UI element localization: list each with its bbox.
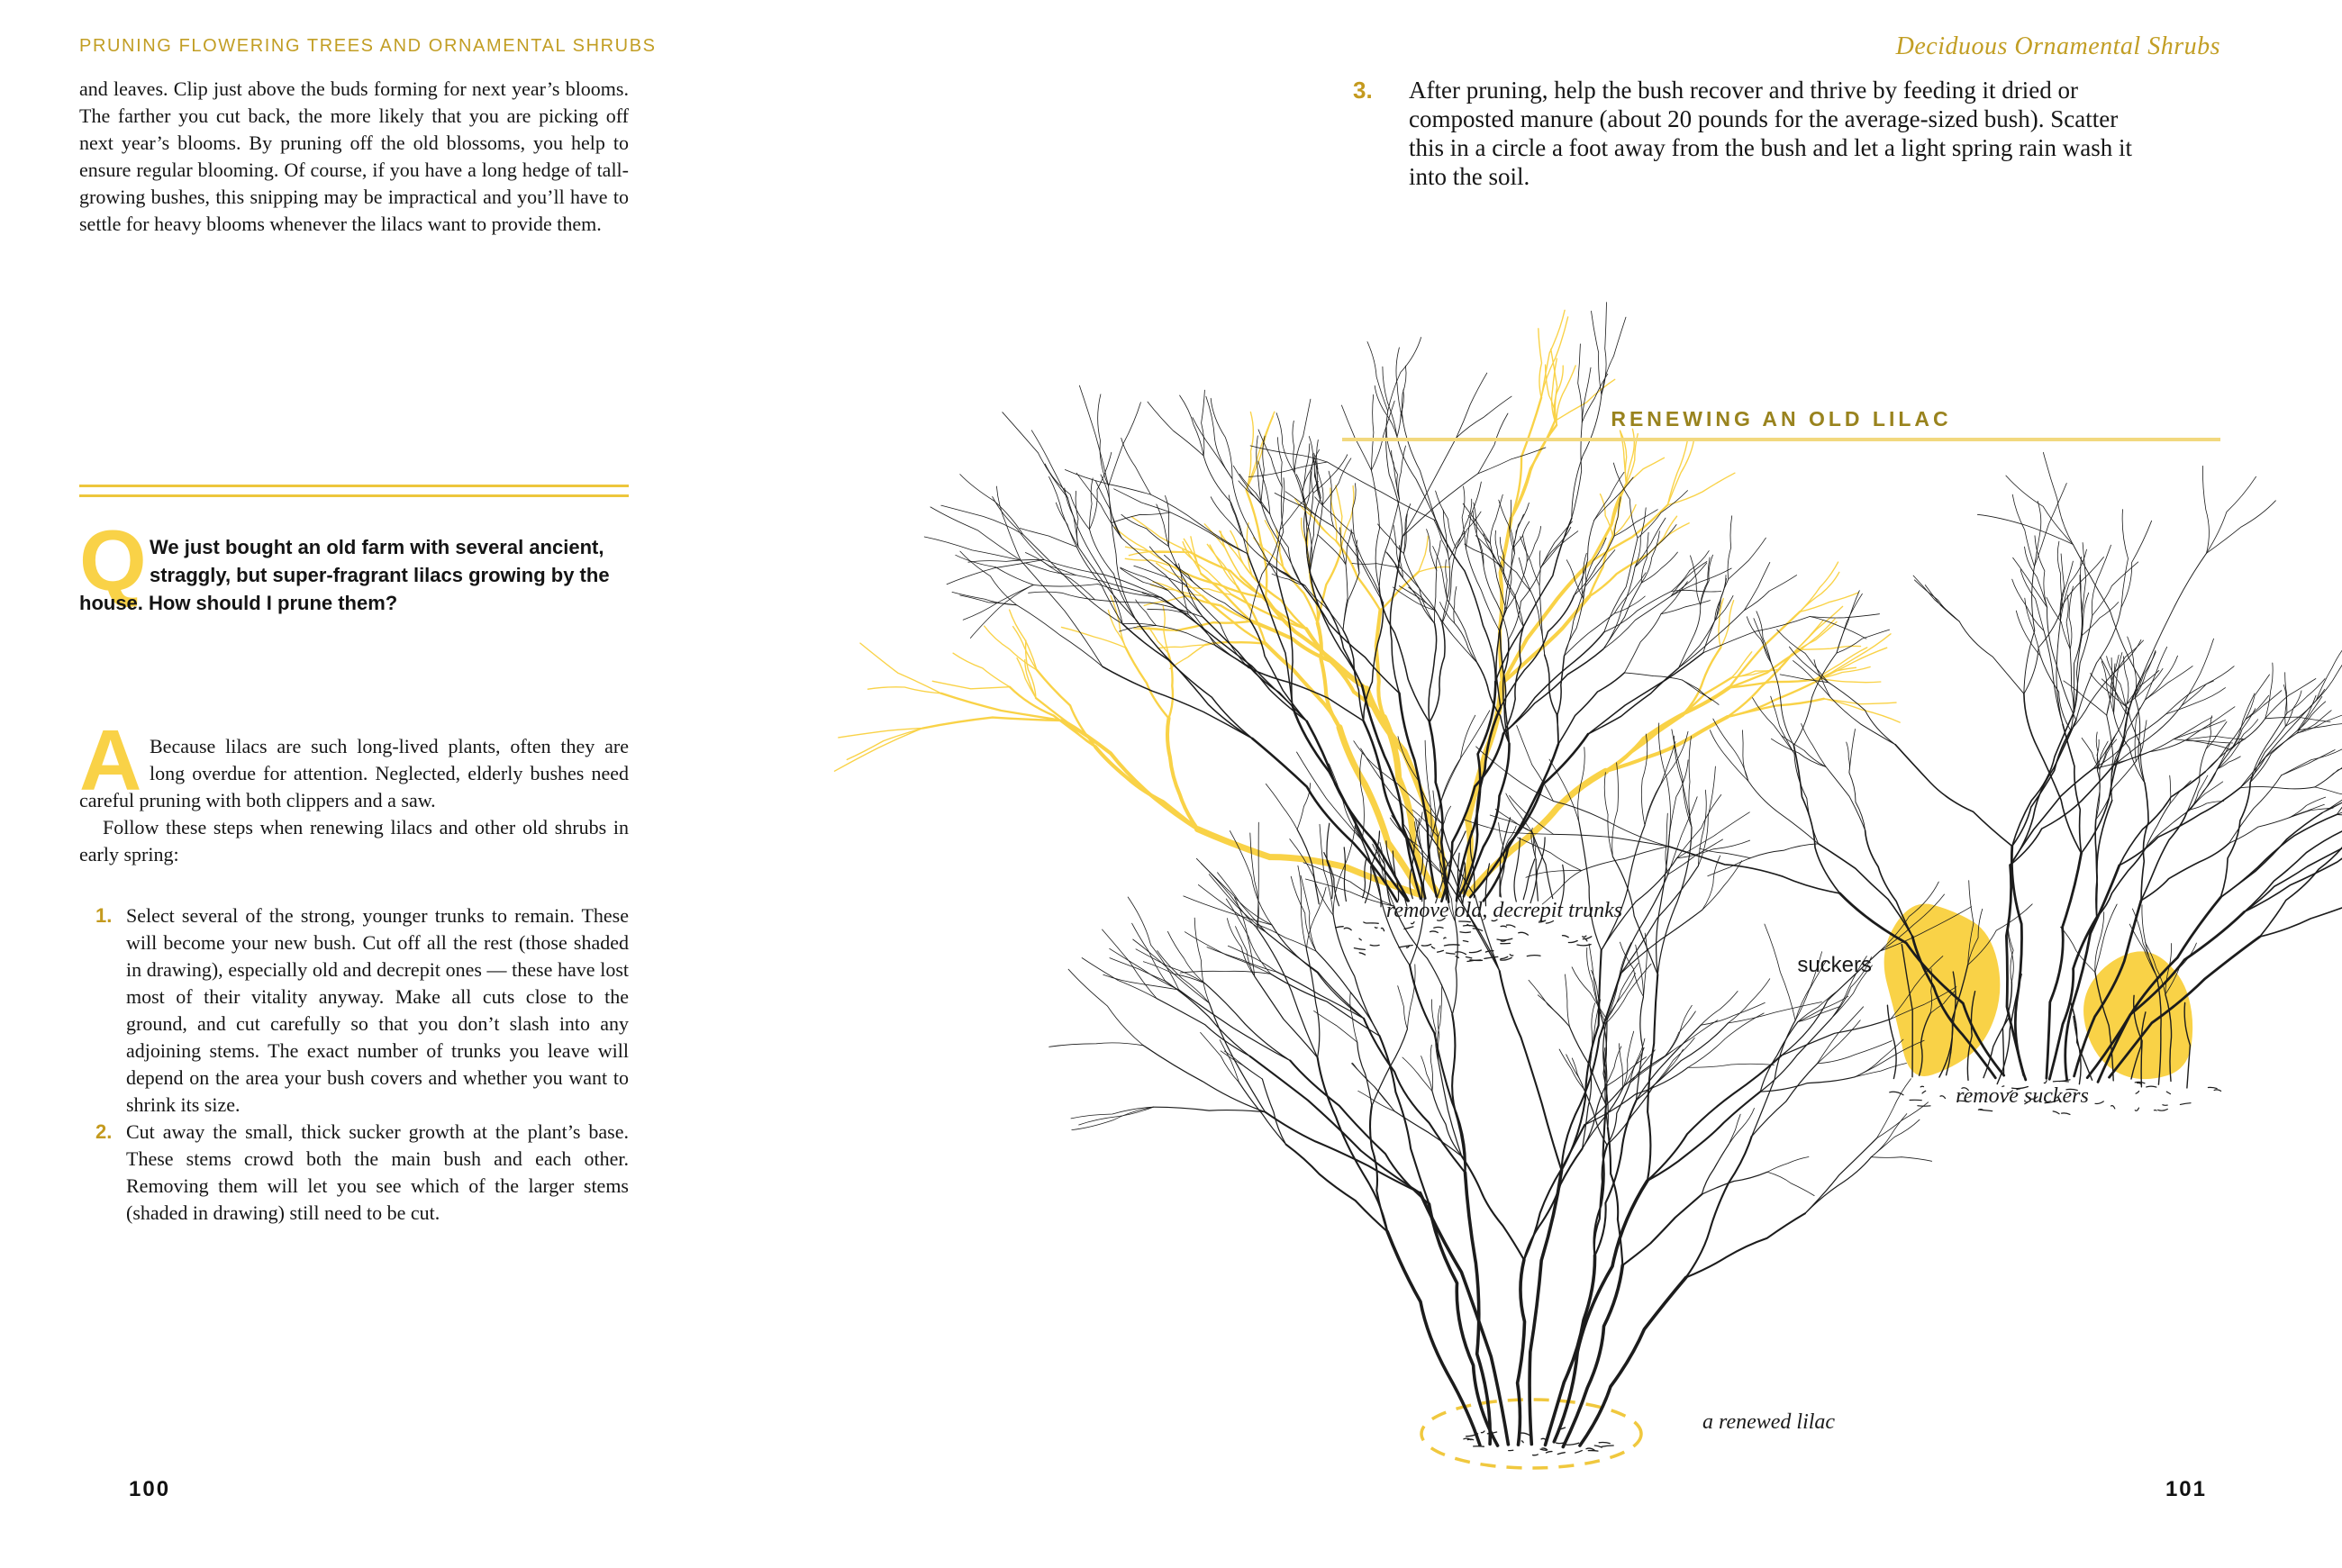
right-running-head: Deciduous Ornamental Shrubs: [1895, 32, 2220, 60]
answer-follow-up: Follow these steps when renewing lilacs and other old shrubs in early spring:: [79, 816, 629, 866]
step-item-3: [1342, 76, 2157, 191]
left-running-head: PRUNING FLOWERING TREES AND ORNAMENTAL SHRUBS: [79, 36, 657, 56]
book-page-left: [79, 0, 657, 1568]
section-divider-rule: [79, 485, 629, 497]
question-block: [79, 512, 629, 617]
step-1-number: 1.: [95, 904, 113, 927]
step-item-1: [79, 902, 629, 1119]
steps-list: [79, 902, 629, 1227]
caption-remove-old-trunks: remove old, decrepit trunks: [1385, 899, 1623, 922]
question-text: We just bought an old farm with several ancient, straggly, but super-fragrant lilacs growing by the house. How should I prune them?: [79, 536, 610, 614]
book-page-right: [1342, 0, 2220, 1568]
step-2-text: Cut away the small, thick sucker growth at the plant’s base. These stems crowd both the main bush and each other. Removing them will let you see which of the larger stems (shaded in drawing) still need to be cut.: [126, 1120, 629, 1224]
step-3-text: After pruning, help the bush recover and thrive by feeding it dried or composted manure (about 20 pounds for the average-sized bush). Scatter this in a circle a foot away from the bush and let a light spring rain wash it into the soil.: [1409, 77, 2133, 190]
left-page-number: 100: [129, 1477, 171, 1501]
label-suckers: suckers: [1797, 953, 1872, 977]
step-1-text: Select several of the strong, younger trunks to remain. These will become your new bush. Cut off all the rest (those shaded in drawing), especially old and decrepit ones — these have lost most of their vitality anyway. Make all cuts close to the ground, and cut carefully so that you don’t slash into any adjoining stems. The exact number of trunks you leave will depend on the area your bush covers and whether you want to shrink its size.: [126, 904, 629, 1116]
section-title-rule: [1342, 438, 2220, 441]
answer-text: Because lilacs are such long-lived plants, often they are long overdue for attention. Neglected, elderly bushes need careful pruning with both clippers and a saw.: [79, 735, 629, 811]
step-2-number: 2.: [95, 1120, 113, 1143]
step-item-2: [79, 1119, 629, 1227]
step-3-number: 3.: [1353, 77, 1373, 104]
answer-block: [79, 712, 629, 868]
answer-dropcap-a: A: [79, 712, 142, 809]
question-dropcap-q: Q: [79, 512, 147, 609]
caption-renewed-lilac: a renewed lilac: [1702, 1410, 1836, 1434]
intro-paragraph: and leaves. Clip just above the buds forming for next year’s blooms. The farther you cut back, the more likely that you are picking off next year’s blooms. By pruning off the old blossoms, you help to ensure regular blooming. Of course, if you have a long hedge of tall-growing bushes, this snipping may be impractical and you’ll have to settle for heavy blooms whenever the lilacs want to provide them.: [79, 77, 629, 235]
caption-remove-suckers: remove suckers: [1956, 1084, 2089, 1108]
right-page-number: 101: [2165, 1477, 2207, 1501]
section-title: RENEWING AN OLD LILAC: [1611, 407, 1952, 431]
